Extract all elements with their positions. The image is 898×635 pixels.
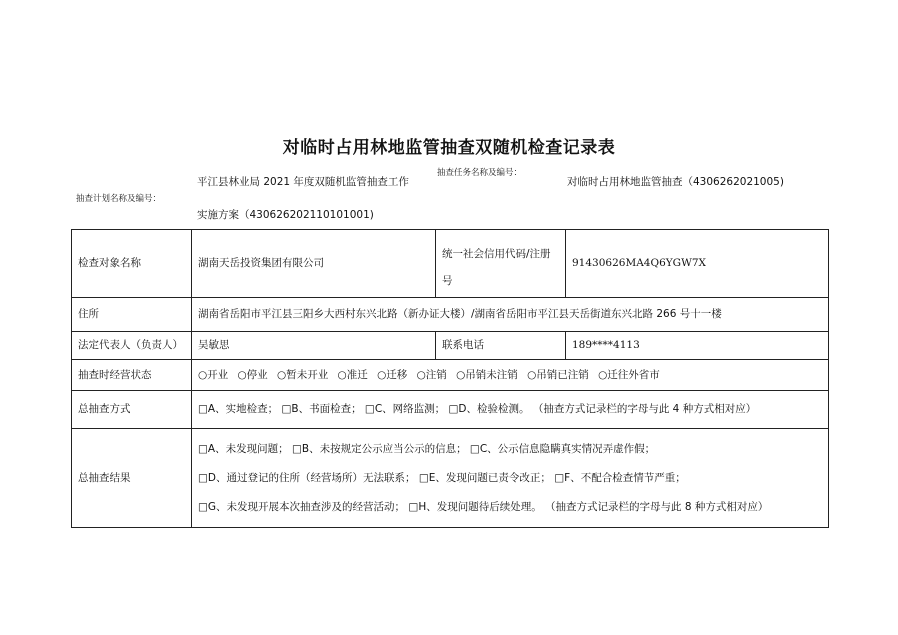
status-options [192, 360, 829, 391]
status-label: 抽查时经营状态 [72, 360, 192, 391]
plan-value-line1: 平江县林业局 2021 年度双随机监管抽查工作 [197, 176, 409, 188]
table-row [72, 230, 829, 298]
result-value [192, 429, 829, 528]
result-line-2: □D、通过登记的住所（经营场所）无法联系； □E、发现问题已责令改正； □F、不配合检查情节严重； [198, 471, 686, 484]
status-option-cancelled[interactable]: ○注销 [416, 368, 447, 381]
phone-label: 联系电话 [436, 332, 566, 360]
plan-label: 抽查计划名称及编号： [76, 194, 162, 204]
legal-rep-value: 吴敏思 [192, 332, 436, 360]
credit-code-label-line1: 统一社会信用代码/注册 [442, 247, 551, 260]
inspection-record-table [71, 229, 829, 528]
status-option-open[interactable]: ○开业 [198, 368, 229, 381]
page-title: 对临时占用林地监管抽查双随机检查记录表 [282, 138, 616, 158]
task-label: 抽查任务名称及编号： [437, 168, 523, 178]
plan-value-line2: 实施方案（430626202110101001) [197, 209, 374, 221]
method-label: 总抽查方式 [72, 391, 192, 429]
credit-code-value: 91430626MA4Q6YGW7X [566, 230, 829, 298]
phone-value: 189****4113 [566, 332, 829, 360]
status-option-moved[interactable]: ○迁移 [377, 368, 408, 381]
status-option-suspended[interactable]: ○停业 [237, 368, 268, 381]
credit-code-label [436, 230, 566, 298]
task-value: 对临时占用林地监管抽查（4306262021005) [567, 176, 784, 188]
status-option-revoked-cancelled[interactable]: ○吊销已注销 [527, 368, 589, 381]
address-label: 住所 [72, 298, 192, 332]
status-option-not-yet-open[interactable]: ○暂未开业 [277, 368, 329, 381]
table-row [72, 332, 829, 360]
result-label: 总抽查结果 [72, 429, 192, 528]
result-line-1: □A、未发现问题； □B、未按规定公示应当公示的信息； □C、公示信息隐瞒真实情况弄虚作假； [198, 442, 656, 455]
address-value: 湖南省岳阳市平江县三阳乡大西村东兴北路（新办证大楼）/湖南省岳阳市平江县天岳街道东兴北路 266 号十一楼 [192, 298, 829, 332]
table-row [72, 391, 829, 429]
status-option-moved-out-of-province[interactable]: ○迁往外省市 [598, 368, 660, 381]
result-line-3: □G、未发现开展本次抽查涉及的经营活动； □H、发现问题待后续处理。 （抽查方式记录栏的字母与此 8 种方式相对应） [198, 500, 769, 513]
target-value: 湖南天岳投资集团有限公司 [192, 230, 436, 298]
status-option-revoked-not-cancelled[interactable]: ○吊销未注销 [456, 368, 518, 381]
table-row [72, 429, 829, 528]
status-option-approved-move[interactable]: ○准迁 [337, 368, 368, 381]
table-row [72, 298, 829, 332]
target-label: 检查对象名称 [72, 230, 192, 298]
credit-code-label-line2: 号 [442, 274, 453, 287]
table-row [72, 360, 829, 391]
legal-rep-label: 法定代表人（负责人） [72, 332, 192, 360]
method-value: □A、实地检查； □B、书面检查； □C、网络监测； □D、检验检测。 （抽查方式记录栏的字母与此 4 种方式相对应） [192, 391, 829, 429]
